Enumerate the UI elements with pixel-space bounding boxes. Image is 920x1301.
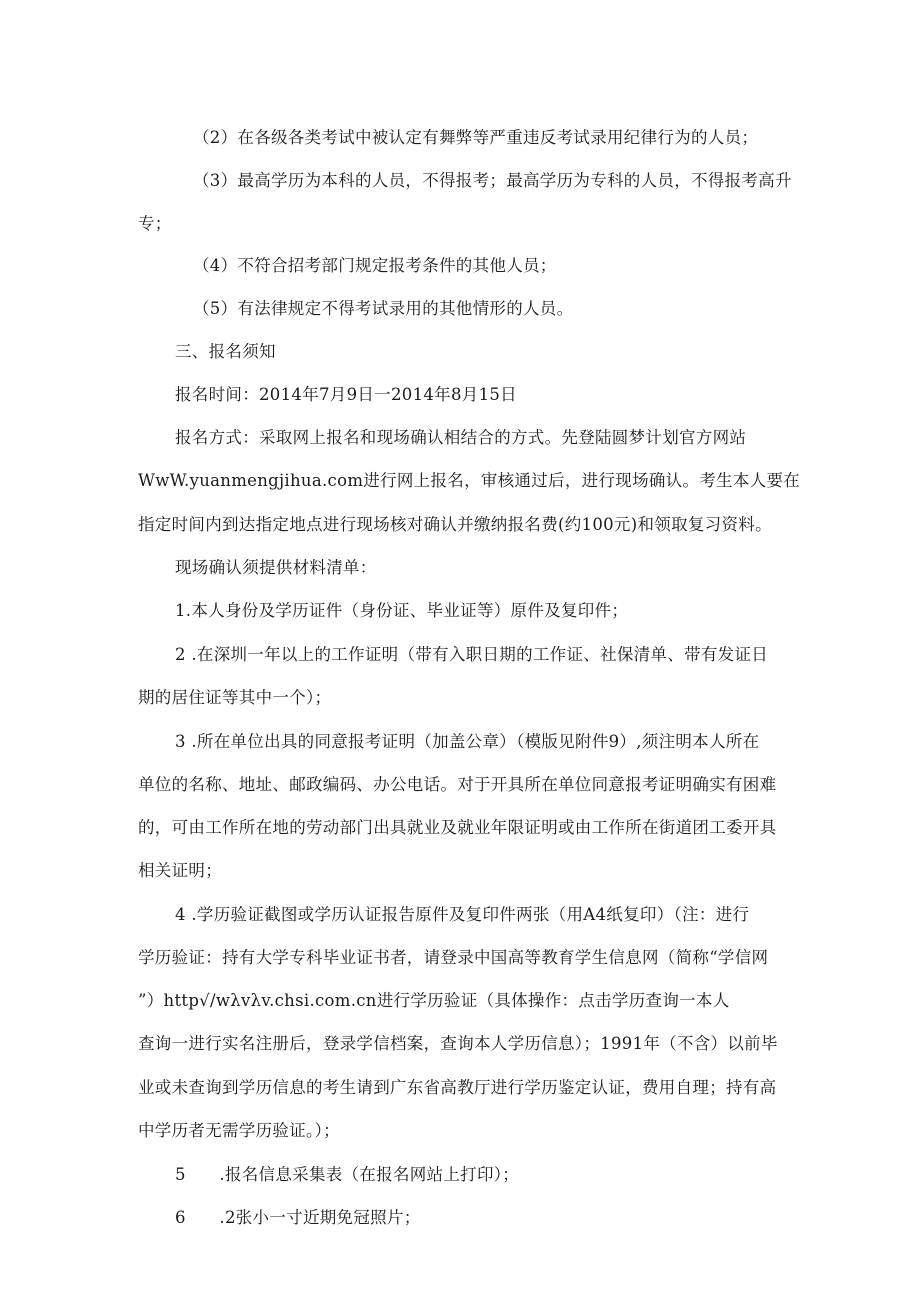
- material-item-4-line-2: 学历验证：持有大学专科毕业证书者，请登录中国高等教育学生信息网（简称“学信网: [138, 948, 769, 967]
- material-item-4-line-6: 中学历者无需学历验证。）；: [138, 1121, 340, 1140]
- material-item-3-line-3: 的，可由工作所在地的劳动部门出具就业及就业年限证明或由工作所在街道团工委开具: [138, 818, 777, 837]
- registration-method-line-3: 指定时间内到达指定地点进行现场核对确认并缴纳报名费(约100元)和领取复习资料。: [138, 515, 772, 534]
- material-item-4-line-4: 查询一进行实名注册后，登录学信档案，查询本人学历信息）；1991年（不含）以前毕: [138, 1034, 778, 1053]
- material-item-5: 5 .报名信息采集表（在报名网站上打印）；: [175, 1165, 520, 1184]
- exclusion-item-3-line-1: （3）最高学历为本科的人员，不得报考；最高学历为专科的人员，不得报考高升: [193, 171, 792, 190]
- material-item-2-line-1: 2 .在深圳一年以上的工作证明（带有入职日期的工作证、社保清单、带有发证日: [175, 645, 769, 664]
- material-item-3-line-4: 相关证明；: [138, 861, 222, 880]
- exclusion-item-5: （5）有法律规定不得考试录用的其他情形的人员。: [193, 299, 574, 318]
- material-item-6: 6 .2张小一寸近期免冠照片；: [175, 1208, 421, 1227]
- material-item-4-line-5: 业或未查询到学历信息的考生请到广东省高教厅进行学历鉴定认证，费用自理；持有高: [138, 1078, 777, 1097]
- registration-method-line-1: 报名方式：采取网上报名和现场确认相结合的方式。先登陆圆梦计划官方网站: [175, 428, 747, 447]
- exclusion-item-4: （4）不符合招考部门规定报考条件的其他人员；: [193, 256, 557, 275]
- section-heading-registration: 三、报名须知: [175, 342, 276, 361]
- material-item-3-line-2: 单位的名称、地址、邮政编码、办公电话。对于开具所在单位同意报考证明确实有困难: [138, 775, 777, 794]
- registration-method-line-2: WwW.yuanmengjihua.com进行网上报名，审核通过后，进行现场确认。考生本人要在: [138, 471, 801, 490]
- material-item-2-line-2: 期的居住证等其中一个）；: [138, 688, 332, 707]
- materials-title: 现场确认须提供材料清单：: [175, 558, 377, 577]
- material-item-1: 1.本人身份及学历证件（身份证、毕业证等）原件及复印件；: [175, 601, 629, 620]
- registration-time: 报名时间：2014年7月9日一2014年8月15日: [175, 385, 517, 404]
- material-item-4-line-1: 4 .学历验证截图或学历认证报告原件及复印件两张（用A4纸复印）（注：进行: [175, 905, 750, 924]
- material-item-4-line-3: ”）http√/wλvλv.chsi.com.cn进行学历验证（具体操作：点击学历查询一本人: [138, 991, 730, 1010]
- exclusion-item-2: （2）在各级各类考试中被认定有舞弊等严重违反考试录用纪律行为的人员；: [193, 128, 759, 147]
- material-item-3-line-1: 3 .所在单位出具的同意报考证明（加盖公章）（模版见附件9）,须注明本人所在: [175, 732, 760, 751]
- exclusion-item-3-line-2: 专；: [138, 214, 172, 233]
